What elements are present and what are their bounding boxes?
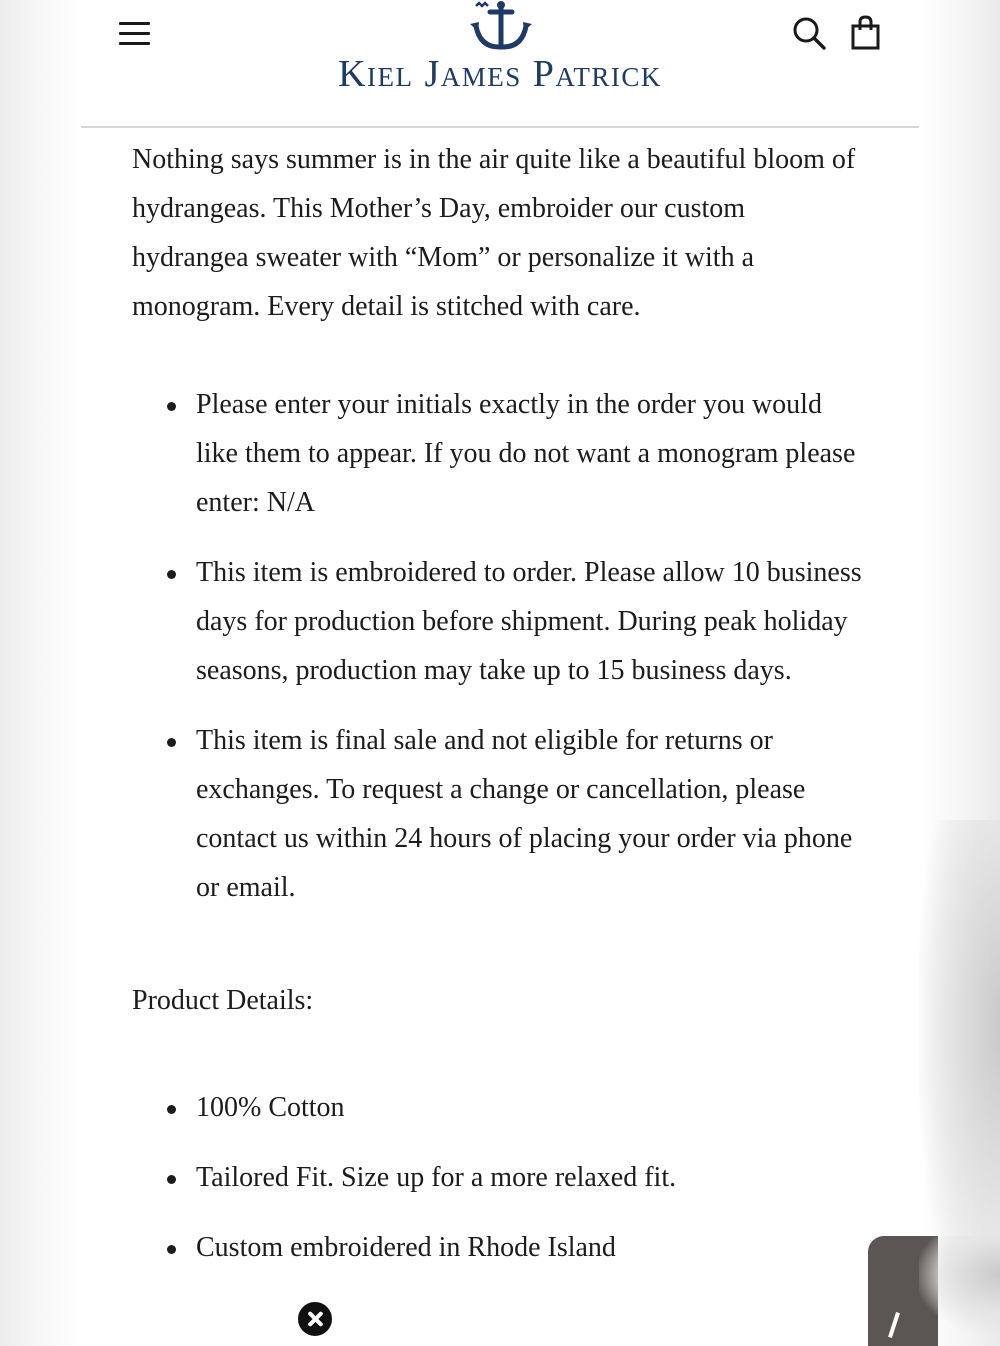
list-item: Tailored Fit. Size up for a more relaxed fit. bbox=[132, 1153, 862, 1202]
list-item: Please enter your initials exactly in the order you would like them to appear. If you do not want a monogram please enter: N/A bbox=[132, 380, 862, 527]
hamburger-menu-icon[interactable] bbox=[119, 22, 151, 46]
list-item: This item is final sale and not eligible for returns or exchanges. To request a change or cancellation, please contact us within 24 hours of placing your order via phone or email. bbox=[132, 716, 862, 912]
anchor-logo-icon[interactable] bbox=[466, 0, 536, 52]
list-item: Custom embroidered in Rhode Island bbox=[132, 1223, 862, 1272]
search-icon[interactable] bbox=[791, 15, 827, 51]
product-page bbox=[81, 0, 919, 1333]
brand-logo-text[interactable]: Kiel James Patrick bbox=[338, 53, 662, 95]
product-details-list bbox=[132, 1083, 862, 1272]
order-notes-list bbox=[132, 380, 862, 912]
shopping-bag-icon[interactable] bbox=[849, 14, 883, 52]
page-edge-shadow bbox=[919, 1236, 1000, 1333]
site-header bbox=[81, 0, 919, 128]
product-details-heading: Product Details: bbox=[132, 985, 314, 1016]
list-item: This item is embroidered to order. Please allow 10 business days for production before shipment. During peak holiday seasons, production may take up to 15 business days. bbox=[132, 548, 862, 695]
list-item: 100% Cotton bbox=[132, 1083, 862, 1132]
product-description bbox=[132, 135, 862, 1293]
close-icon[interactable] bbox=[296, 1300, 334, 1338]
description-intro: Nothing says summer is in the air quite like a beautiful bloom of hydrangeas. This Mother’s Day, embroider our custom hydrangea sweater with “Mom” or personalize it with a monogram. Every detail is stitched with care. bbox=[132, 144, 856, 322]
